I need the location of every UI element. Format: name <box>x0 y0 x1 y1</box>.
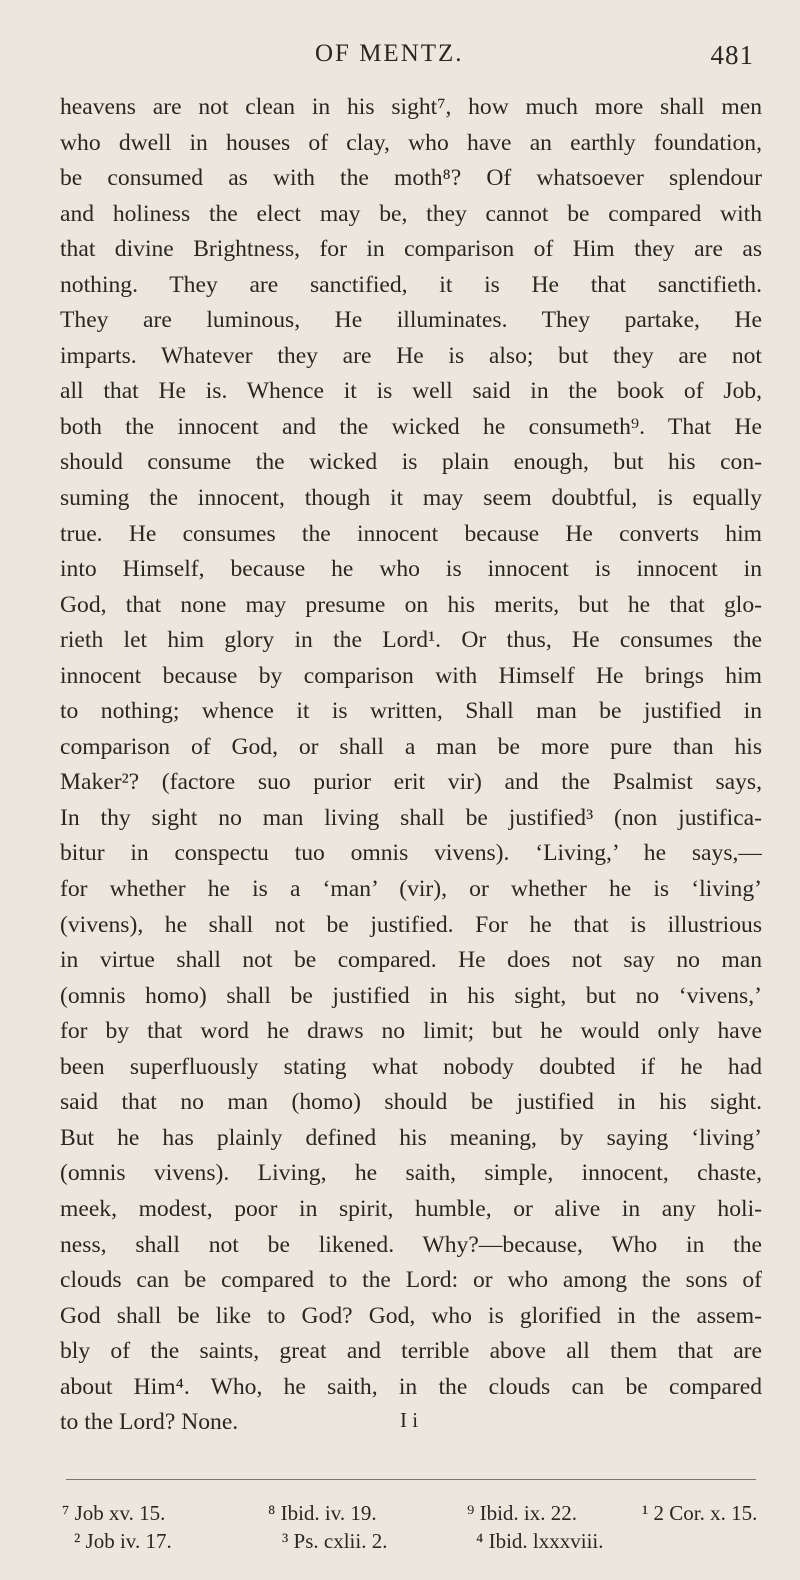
footnote-9: ⁹ Ibid. ix. 22. <box>467 1500 577 1525</box>
text-line: true. He consumes the innocent because He converts him <box>60 520 762 547</box>
text-line: into Himself, because he who is innocent is innocent in <box>60 556 762 583</box>
text-line: said that no man (homo) should be justified in his sight. <box>60 1089 762 1116</box>
body-text <box>60 90 762 1441</box>
text-line: nothing. They are sanctified, it is He that sanctifieth. <box>60 271 762 298</box>
text-line: bitur in conspectu tuo omnis vivens). ‘Living,’ he says,— <box>60 840 762 867</box>
text-line: bly of the saints, great and terrible above all them that are <box>60 1338 762 1365</box>
text-line: God, that none may presume on his merits, but he that glo- <box>60 591 762 618</box>
text-line: to nothing; whence it is written, Shall man be justified in <box>60 698 762 725</box>
text-line: about Him⁴. Who, he saith, in the clouds can be compared <box>60 1373 762 1400</box>
text-line: both the innocent and the wicked he consumeth⁹. That He <box>60 413 762 440</box>
text-line: meek, modest, poor in spirit, humble, or alive in any holi- <box>60 1195 762 1222</box>
text-line: But he has plainly defined his meaning, by saying ‘living’ <box>60 1124 762 1151</box>
text-line: clouds can be compared to the Lord: or who among the sons of <box>60 1267 762 1294</box>
text-line: (omnis vivens). Living, he saith, simple, innocent, chaste, <box>60 1160 762 1187</box>
text-line: for by that word he draws no limit; but he would only have <box>60 1018 762 1045</box>
text-line: suming the innocent, though it may seem doubtful, is equally <box>60 485 762 512</box>
signature-mark: I i <box>400 1408 419 1432</box>
footnote-4: ⁴ Ibid. lxxxviii. <box>476 1528 604 1553</box>
text-line: be consumed as with the moth⁸? Of whatsoever splendour <box>60 165 762 192</box>
text-line: been superfluously stating what nobody doubted if he had <box>60 1053 762 1080</box>
text-line: rieth let him glory in the Lord¹. Or thus, He consumes the <box>60 627 762 654</box>
text-line: in virtue shall not be compared. He does not say no man <box>60 947 762 974</box>
footnote-8: ⁸ Ibid. iv. 19. <box>268 1500 377 1525</box>
footnote-2: ² Job iv. 17. <box>74 1528 172 1553</box>
text-line: imparts. Whatever they are He is also; but they are not <box>60 342 762 369</box>
text-line: They are luminous, He illuminates. They partake, He <box>60 307 762 334</box>
footnote-1: ¹ 2 Cor. x. 15. <box>642 1500 758 1525</box>
text-line: for whether he is a ‘man’ (vir), or whether he is ‘living’ <box>60 876 762 903</box>
text-line: Maker²? (factore suo purior erit vir) and the Psalmist says, <box>60 769 762 796</box>
text-line: (vivens), he shall not be justified. For he that is illustrious <box>60 911 762 938</box>
text-line: and holiness the elect may be, they cannot be compared with <box>60 200 762 227</box>
footnote-3: ³ Ps. cxlii. 2. <box>282 1528 388 1553</box>
text-line: that divine Brightness, for in comparison of Him they are as <box>60 236 762 263</box>
text-line: who dwell in houses of clay, who have an earthly foundation, <box>60 129 762 156</box>
footnotes <box>60 1500 762 1580</box>
text-line: should consume the wicked is plain enough, but his con- <box>60 449 762 476</box>
text-line: (omnis homo) shall be justified in his sight, but no ‘vivens,’ <box>60 982 762 1009</box>
text-line: innocent because by comparison with Himself He brings him <box>60 662 762 689</box>
running-head: OF MENTZ. <box>315 40 464 67</box>
text-line: all that He is. Whence it is well said in the book of Job, <box>60 378 762 405</box>
page-header <box>60 40 762 80</box>
text-line: In thy sight no man living shall be justified³ (non justifica- <box>60 804 762 831</box>
text-line: comparison of God, or shall a man be more pure than his <box>60 733 762 760</box>
text-line: heavens are not clean in his sight⁷, how much more shall men <box>60 94 762 120</box>
footnote-7: ⁷ Job xv. 15. <box>62 1500 166 1525</box>
text-line: ness, shall not be likened. Why?—because, Who in the <box>60 1231 762 1258</box>
footnote-divider <box>66 1479 756 1480</box>
text-line: to the Lord? None. <box>60 1409 239 1436</box>
page-number: 481 <box>710 40 754 70</box>
text-line: God shall be like to God? God, who is glorified in the assem- <box>60 1302 762 1329</box>
